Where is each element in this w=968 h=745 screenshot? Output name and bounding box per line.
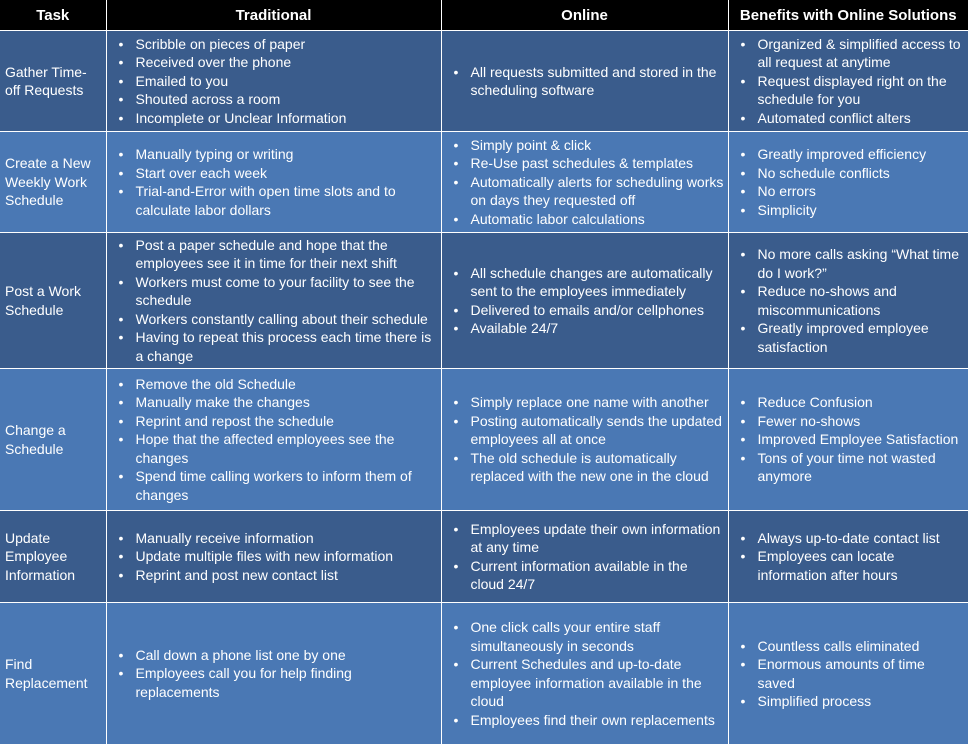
traditional-list — [111, 646, 437, 702]
task-cell: Post a Work Schedule — [0, 233, 106, 369]
list-item: • Employees update their own information at any time — [446, 520, 724, 557]
list-item: • Having to repeat this process each time there is a change — [111, 328, 437, 365]
list-item: • Improved Employee Satisfaction — [733, 430, 965, 449]
list-item: • Update multiple files with new information — [111, 547, 437, 566]
list-item: • Workers must come to your facility to see the schedule — [111, 273, 437, 310]
list-item: • Posting automatically sends the updated employees all at once — [446, 412, 724, 449]
list-item: • Workers constantly calling about their schedule — [111, 310, 437, 329]
list-item: • Available 24/7 — [446, 319, 724, 338]
online-list — [446, 264, 724, 338]
task-cell: Change a Schedule — [0, 369, 106, 511]
list-item: • Automated conflict alters — [733, 109, 965, 128]
list-item: • Employees find their own replacements — [446, 711, 724, 730]
traditional-cell — [106, 603, 441, 745]
traditional-cell — [106, 369, 441, 511]
list-item: • Re-Use past schedules & templates — [446, 154, 724, 173]
benefits-list — [733, 529, 965, 585]
table-row — [0, 132, 968, 233]
list-item: • Fewer no-shows — [733, 412, 965, 431]
task-cell: Update Employee Information — [0, 511, 106, 603]
table-row — [0, 369, 968, 511]
table-row — [0, 31, 968, 132]
header-task: Task — [0, 0, 106, 31]
traditional-list — [111, 145, 437, 219]
list-item: • Simplicity — [733, 201, 965, 220]
list-item: • Start over each week — [111, 164, 437, 183]
list-item: • No errors — [733, 182, 965, 201]
benefits-cell — [728, 511, 968, 603]
list-item: • Employees call you for help finding replacements — [111, 664, 437, 701]
benefits-list — [733, 637, 965, 711]
table-row — [0, 603, 968, 745]
list-item: • Simply point & click — [446, 136, 724, 155]
list-item: • The old schedule is automatically replaced with the new one in the cloud — [446, 449, 724, 486]
list-item: • Greatly improved efficiency — [733, 145, 965, 164]
online-list — [446, 520, 724, 594]
traditional-cell — [106, 132, 441, 233]
online-cell — [441, 369, 728, 511]
list-item: • Remove the old Schedule — [111, 375, 437, 394]
benefits-cell — [728, 369, 968, 511]
benefits-list — [733, 35, 965, 128]
list-item: • One click calls your entire staff simultaneously in seconds — [446, 618, 724, 655]
list-item: • Greatly improved employee satisfaction — [733, 319, 965, 356]
list-item: • Enormous amounts of time saved — [733, 655, 965, 692]
table-row — [0, 511, 968, 603]
list-item: • Post a paper schedule and hope that the employees see it in time for their next shift — [111, 236, 437, 273]
list-item: • Always up-to-date contact list — [733, 529, 965, 548]
task-cell: Find Replacement — [0, 603, 106, 745]
list-item: • Reprint and post new contact list — [111, 566, 437, 585]
list-item: • Hope that the affected employees see the changes — [111, 430, 437, 467]
online-list — [446, 63, 724, 100]
traditional-cell — [106, 31, 441, 132]
benefits-list — [733, 245, 965, 356]
list-item: • Manually typing or writing — [111, 145, 437, 164]
list-item: • Reprint and repost the schedule — [111, 412, 437, 431]
traditional-list — [111, 35, 437, 128]
traditional-list — [111, 236, 437, 366]
traditional-list — [111, 529, 437, 585]
online-list — [446, 393, 724, 486]
online-cell — [441, 132, 728, 233]
online-cell — [441, 603, 728, 745]
table-row — [0, 233, 968, 369]
list-item: • All requests submitted and stored in the scheduling software — [446, 63, 724, 100]
list-item: • Reduce no-shows and miscommunications — [733, 282, 965, 319]
list-item: • Call down a phone list one by one — [111, 646, 437, 665]
benefits-cell — [728, 31, 968, 132]
list-item: • Organized & simplified access to all request at anytime — [733, 35, 965, 72]
benefits-list — [733, 393, 965, 486]
list-item: • All schedule changes are automatically sent to the employees immediately — [446, 264, 724, 301]
traditional-cell — [106, 233, 441, 369]
list-item: • Delivered to emails and/or cellphones — [446, 301, 724, 320]
list-item: • Employees can locate information after hours — [733, 547, 965, 584]
list-item: • Request displayed right on the schedule for you — [733, 72, 965, 109]
list-item: • No more calls asking “What time do I work?” — [733, 245, 965, 282]
list-item: • No schedule conflicts — [733, 164, 965, 183]
header-traditional: Traditional — [106, 0, 441, 31]
traditional-cell — [106, 511, 441, 603]
benefits-cell — [728, 132, 968, 233]
task-cell: Gather Time-off Requests — [0, 31, 106, 132]
list-item: • Spend time calling workers to inform them of changes — [111, 467, 437, 504]
list-item: • Automatically alerts for scheduling works on days they requested off — [446, 173, 724, 210]
list-item: • Reduce Confusion — [733, 393, 965, 412]
online-list — [446, 136, 724, 229]
list-item: • Manually receive information — [111, 529, 437, 548]
list-item: • Incomplete or Unclear Information — [111, 109, 437, 128]
online-cell — [441, 233, 728, 369]
list-item: • Current Schedules and up-to-date employee information available in the cloud — [446, 655, 724, 711]
benefits-cell — [728, 233, 968, 369]
header-online: Online — [441, 0, 728, 31]
list-item: • Manually make the changes — [111, 393, 437, 412]
list-item: • Trial-and-Error with open time slots and to calculate labor dollars — [111, 182, 437, 219]
header-row — [0, 0, 968, 31]
list-item: • Automatic labor calculations — [446, 210, 724, 229]
header-benefits: Benefits with Online Solutions — [728, 0, 968, 31]
traditional-list — [111, 375, 437, 505]
benefits-cell — [728, 603, 968, 745]
list-item: • Shouted across a room — [111, 90, 437, 109]
list-item: • Simply replace one name with another — [446, 393, 724, 412]
online-cell — [441, 31, 728, 132]
list-item: • Emailed to you — [111, 72, 437, 91]
list-item: • Current information available in the cloud 24/7 — [446, 557, 724, 594]
list-item: • Received over the phone — [111, 53, 437, 72]
list-item: • Scribble on pieces of paper — [111, 35, 437, 54]
online-list — [446, 618, 724, 729]
online-cell — [441, 511, 728, 603]
list-item: • Simplified process — [733, 692, 965, 711]
list-item: • Countless calls eliminated — [733, 637, 965, 656]
benefits-list — [733, 145, 965, 219]
list-item: • Tons of your time not wasted anymore — [733, 449, 965, 486]
task-cell: Create a New Weekly Work Schedule — [0, 132, 106, 233]
